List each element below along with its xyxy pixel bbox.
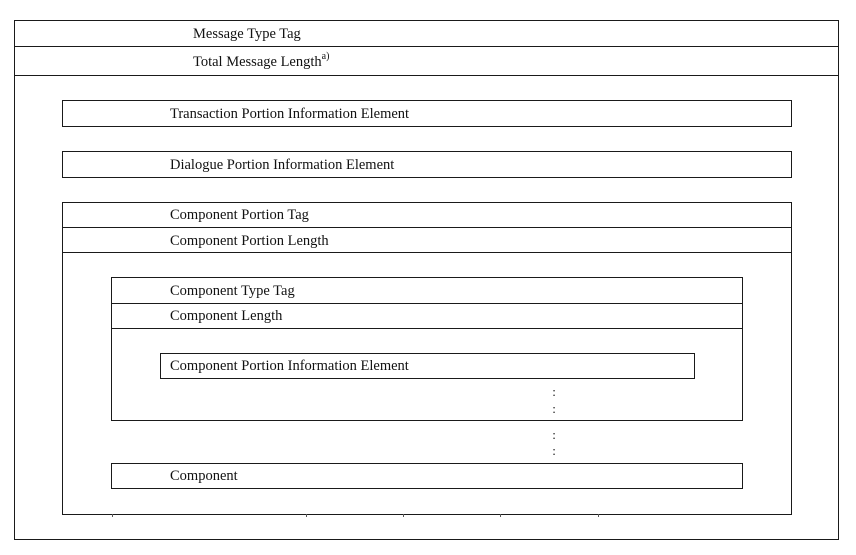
total-message-length-label <box>193 53 329 71</box>
tick-mark <box>112 514 113 517</box>
dialogue-portion-label: Dialogue Portion Information Element <box>170 157 395 173</box>
tick-mark <box>500 514 501 517</box>
ellipsis-outer-1: : <box>552 427 556 442</box>
divider-message-type <box>14 46 839 47</box>
ellipsis-inner-2: : <box>552 401 556 416</box>
component-length-label: Component Length <box>170 308 283 324</box>
component-portion-length-label: Component Portion Length <box>170 233 329 249</box>
component-portion-tag-label: Component Portion Tag <box>170 207 309 223</box>
last-component-label: Component <box>170 468 238 484</box>
divider-total-length <box>14 75 839 76</box>
footnote-marker: a) <box>321 51 330 63</box>
divider-component-length <box>111 328 743 329</box>
component-type-tag-label: Component Type Tag <box>170 283 295 299</box>
total-message-length-text: Total Message Length <box>193 54 322 70</box>
tick-mark <box>598 514 599 517</box>
message-type-tag-label: Message Type Tag <box>193 26 301 42</box>
divider-component-type-tag <box>111 303 743 304</box>
tick-mark <box>403 514 404 517</box>
transaction-portion-label: Transaction Portion Information Element <box>170 106 410 122</box>
tick-mark <box>306 514 307 517</box>
component-info-element-label: Component Portion Information Element <box>170 358 409 374</box>
divider-component-portion-length <box>62 252 792 253</box>
ellipsis-inner-1: : <box>552 384 556 399</box>
divider-component-portion-tag <box>62 227 792 228</box>
ellipsis-outer-2: : <box>552 443 556 458</box>
